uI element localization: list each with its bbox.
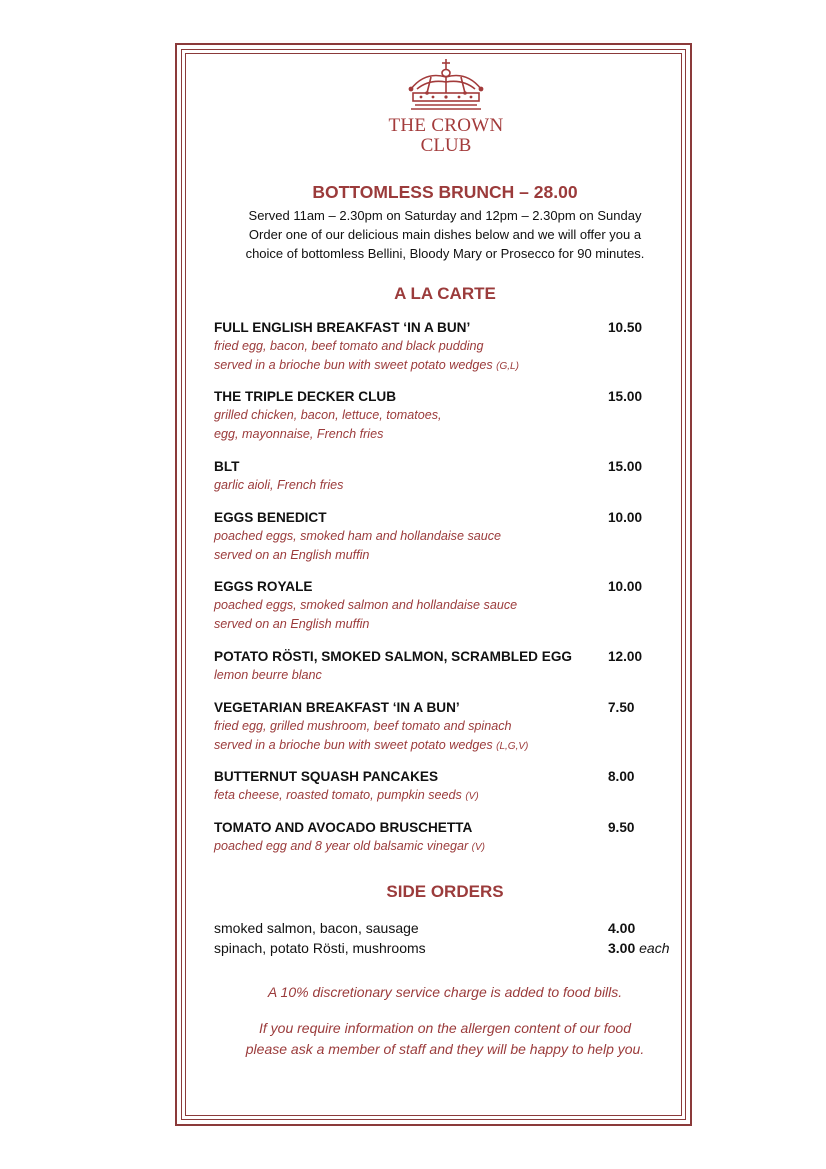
- brunch-hours: Served 11am – 2.30pm on Saturday and 12pm – 2.30pm on Sunday: [248, 208, 642, 223]
- item-name: BLT: [214, 459, 240, 474]
- logo-text-line1: THE CROWN: [388, 115, 504, 136]
- side-order-price: [608, 938, 670, 958]
- item-name: POTATO RÖSTI, SMOKED SALMON, SCRAMBLED EGG: [214, 649, 572, 664]
- a-la-carte-title: A LA CARTE: [394, 284, 496, 303]
- item-name: BUTTERNUT SQUASH PANCAKES: [214, 769, 439, 784]
- item-description: garlic aioli, French fries: [214, 478, 344, 492]
- item-description-text: served in a brioche bun with sweet potato wedges: [214, 738, 493, 752]
- item-name: FULL ENGLISH BREAKFAST ‘IN A BUN’: [214, 320, 471, 335]
- item-price: 15.00: [608, 389, 643, 404]
- logo-text-line2: CLUB: [420, 135, 472, 156]
- side-orders-title: SIDE ORDERS: [386, 882, 504, 901]
- item-description: poached eggs, smoked salmon and hollandaise sauce: [214, 598, 518, 612]
- item-price: 10.50: [608, 320, 643, 335]
- item-description: [214, 736, 684, 756]
- item-name: VEGETARIAN BREAKFAST ‘IN A BUN’: [214, 700, 460, 715]
- side-order-item: smoked salmon, bacon, sausage: [214, 920, 419, 936]
- item-price: 7.50: [608, 700, 635, 715]
- service-charge-note: A 10% discretionary service charge is added to food bills.: [267, 984, 623, 1000]
- item-name: THE TRIPLE DECKER CLUB: [214, 389, 397, 404]
- brunch-title: BOTTOMLESS BRUNCH – 28.00: [312, 182, 578, 202]
- brunch-offer-line2: choice of bottomless Bellini, Bloody Mary or Prosecco for 90 minutes.: [245, 246, 645, 261]
- item-price: 15.00: [608, 459, 643, 474]
- item-description: [214, 837, 684, 857]
- item-price: 10.00: [608, 510, 643, 525]
- item-description: egg, mayonnaise, French fries: [214, 427, 384, 441]
- club-logo: [378, 55, 514, 156]
- allergen-note: [200, 1018, 690, 1060]
- side-order-price-value: 3.00: [608, 940, 636, 956]
- item-description-text: feta cheese, roasted tomato, pumpkin seeds: [214, 788, 462, 802]
- item-description: [214, 786, 684, 806]
- item-description: fried egg, bacon, beef tomato and black pudding: [214, 339, 484, 353]
- side-order-price-suffix: each: [639, 940, 670, 956]
- item-description: [214, 356, 684, 376]
- item-name: EGGS ROYALE: [214, 579, 313, 594]
- dietary-tag: (L,G,V): [496, 741, 529, 752]
- side-order-item: spinach, potato Rösti, mushrooms: [214, 940, 426, 956]
- crown-icon: [403, 55, 489, 113]
- dietary-tag: (V): [471, 842, 485, 853]
- item-price: 10.00: [608, 579, 643, 594]
- brunch-intro: [200, 206, 690, 263]
- item-description-text: served in a brioche bun with sweet potato wedges: [214, 358, 493, 372]
- item-name: EGGS BENEDICT: [214, 510, 327, 525]
- item-description: served on an English muffin: [214, 548, 370, 562]
- brunch-offer-line1: Order one of our delicious main dishes below and we will offer you a: [248, 227, 642, 242]
- item-price: 8.00: [608, 769, 635, 784]
- item-description-text: poached egg and 8 year old balsamic vinegar: [214, 839, 469, 853]
- item-price: 9.50: [608, 820, 635, 835]
- item-description: lemon beurre blanc: [214, 668, 322, 682]
- dietary-tag: (G,L): [496, 361, 519, 372]
- item-description: fried egg, grilled mushroom, beef tomato and spinach: [214, 719, 512, 733]
- item-name: TOMATO AND AVOCADO BRUSCHETTA: [214, 820, 473, 835]
- item-description: poached eggs, smoked ham and hollandaise sauce: [214, 529, 502, 543]
- dietary-tag: (V): [465, 791, 479, 802]
- item-description: served on an English muffin: [214, 617, 370, 631]
- side-order-price: 4.00: [608, 920, 636, 936]
- allergen-note-line1: If you require information on the allergen content of our food: [258, 1020, 631, 1036]
- item-description: grilled chicken, bacon, lettuce, tomatoes,: [214, 408, 442, 422]
- item-price: 12.00: [608, 649, 643, 664]
- allergen-note-line2: please ask a member of staff and they will be happy to help you.: [245, 1041, 645, 1057]
